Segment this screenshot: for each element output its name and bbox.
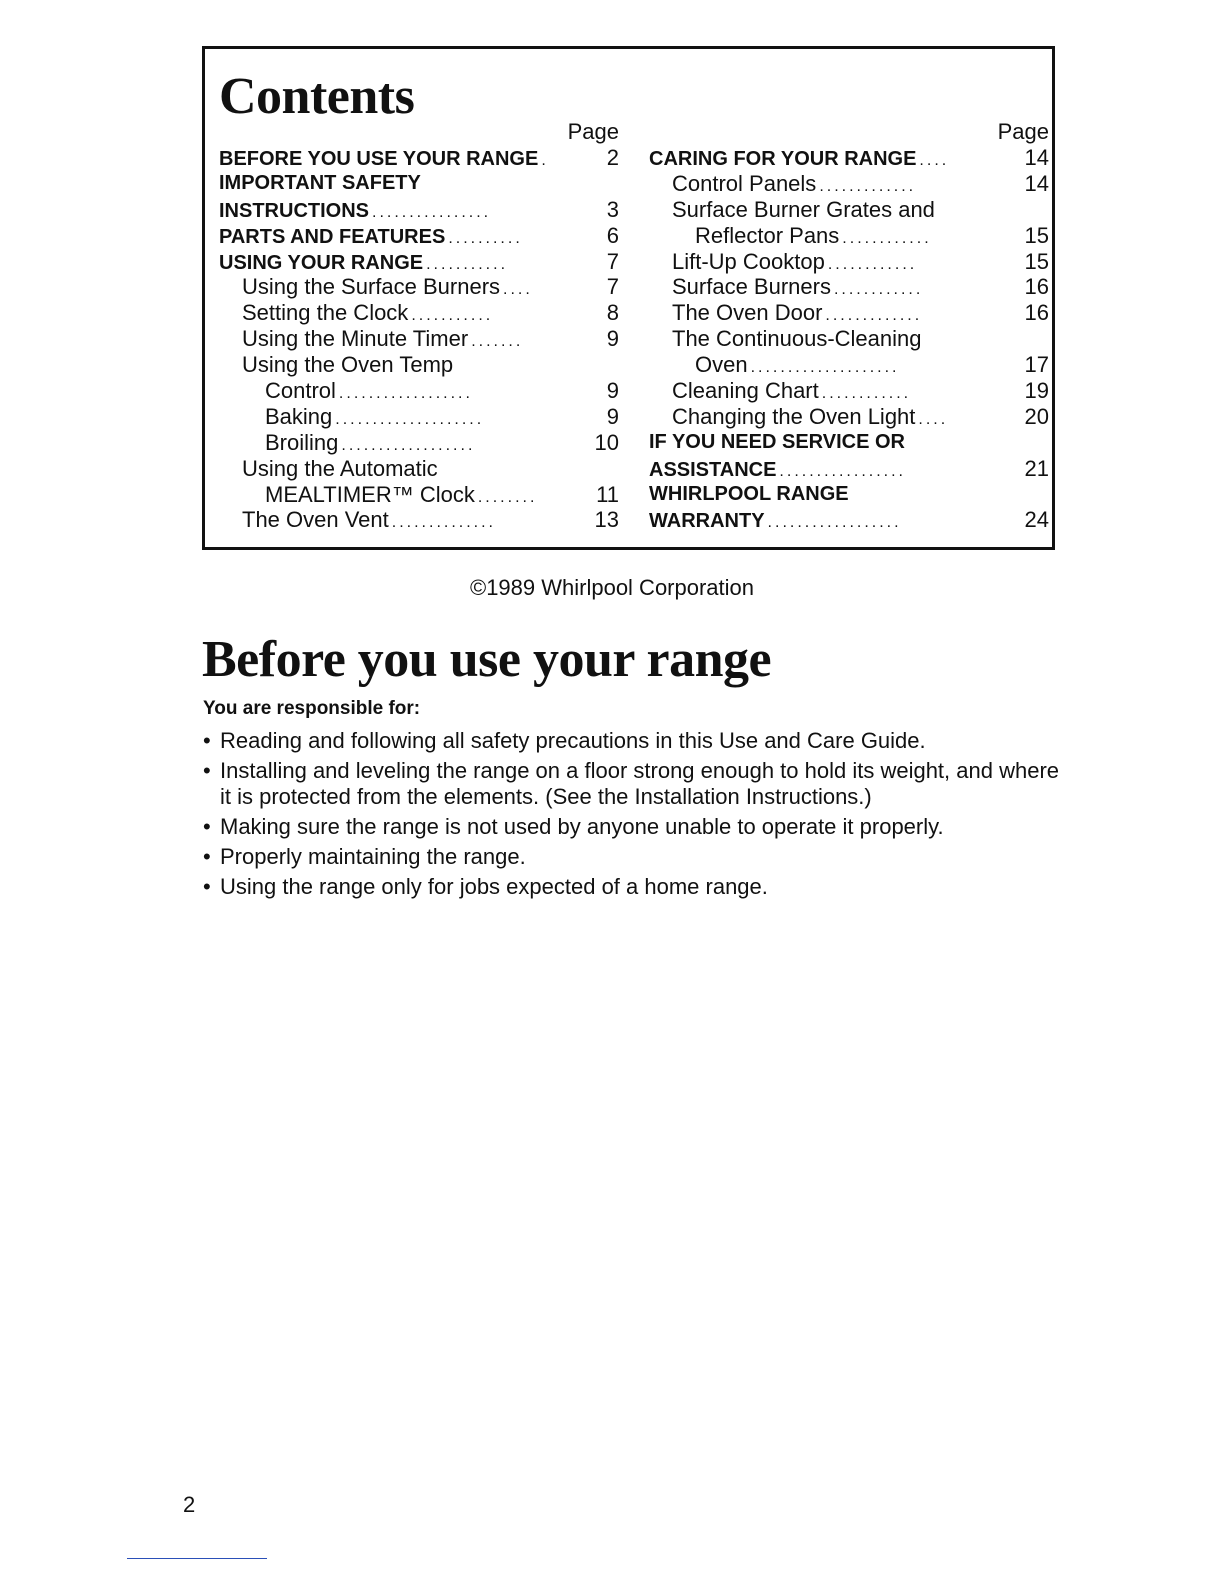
toc-entry-page: 21 [1024, 455, 1049, 481]
section-title: Before you use your range [202, 631, 772, 688]
toc-entry-page: 17 [1024, 352, 1049, 378]
toc-entry-page: 7 [606, 248, 619, 274]
toc-entry-label: WARRANTY [649, 510, 765, 533]
dot-leader: .............. [391, 514, 496, 532]
toc-entry [219, 352, 619, 378]
toc-entry [649, 300, 1049, 326]
dot-leader: ............. [825, 307, 923, 325]
dot-leader: .......... [448, 229, 523, 247]
toc-entry-label: The Continuous-Cleaning [672, 326, 922, 352]
list-item: • Using the range only for jobs expected of a home range. [203, 874, 1063, 900]
toc-entry-label: MEALTIMER™ Clock [265, 481, 475, 507]
toc-entry [219, 223, 619, 249]
copyright-notice: ©1989 Whirlpool Corporation [469, 575, 755, 600]
toc-entry-label: IMPORTANT SAFETY [219, 171, 421, 194]
toc-entry-page: 6 [606, 222, 619, 248]
toc-entry-page: 15 [1024, 222, 1049, 248]
toc-entry-label: The Oven Vent [242, 507, 389, 533]
dot-leader: ............. [819, 177, 917, 195]
dot-leader: .... [918, 410, 949, 428]
toc-entry-label: INSTRUCTIONS [219, 199, 369, 222]
toc-entry-label: The Oven Door [672, 300, 823, 326]
toc-column-right [649, 119, 1049, 533]
toc-entry [219, 171, 619, 197]
toc-entry-label: Cleaning Chart [672, 378, 819, 404]
toc-entry-label: Control [265, 378, 336, 404]
dot-leader: ................. [779, 462, 906, 480]
toc-entry-label: Using the Automatic [242, 455, 438, 481]
toc-entry-page: 11 [596, 481, 619, 507]
dot-leader: .................... [335, 410, 485, 428]
responsibility-list [203, 728, 1063, 904]
toc-entry-label: Using the Surface Burners [242, 274, 501, 300]
toc-entry-label: CARING FOR YOUR RANGE [649, 148, 917, 170]
page-column-header: Page [567, 119, 619, 144]
toc-entry-label: Setting the Clock [242, 300, 409, 326]
dot-leader: .................. [341, 436, 476, 454]
section-lead: You are responsible for: [203, 698, 421, 719]
toc-entry-page: 13 [594, 507, 619, 533]
toc-entry-label: Baking [265, 403, 333, 429]
page-number: 2 [183, 1492, 196, 1517]
toc-entry [219, 197, 619, 223]
toc-entry-page: 14 [1024, 145, 1049, 170]
toc-entry [219, 378, 619, 404]
toc-entry-page: 2 [606, 145, 619, 170]
dot-leader: .................. [767, 514, 902, 532]
toc-entry-label: IF YOU NEED SERVICE OR [649, 430, 905, 453]
toc-entries-left [219, 145, 619, 533]
dot-leader: ............ [842, 229, 932, 247]
toc-entry-page: 7 [606, 274, 619, 300]
toc-entry [649, 171, 1049, 197]
dot-leader: .... [503, 281, 533, 299]
toc-entry-label: ASSISTANCE [649, 458, 777, 481]
dot-leader: ................ [372, 203, 492, 221]
toc-entry-page: 15 [1024, 248, 1049, 274]
list-item: • Properly maintaining the range. [203, 844, 1063, 870]
toc-entry [219, 507, 619, 533]
toc-entry [649, 507, 1049, 533]
toc-entry-page: 10 [594, 429, 619, 455]
toc-entry-label: Reflector Pans [695, 222, 840, 248]
toc-entry-label: Surface Burners [672, 274, 831, 300]
list-item: • Reading and following all safety precautions in this Use and Care Guide. [203, 728, 1063, 754]
page-column-header: Page [997, 119, 1049, 144]
dot-leader: ........ [477, 488, 538, 506]
toc-entry-page: 14 [1024, 170, 1049, 196]
dot-leader: ....... [471, 333, 524, 351]
toc-entry [219, 456, 619, 482]
toc-column-left [219, 119, 619, 533]
toc-entry [219, 300, 619, 326]
dot-leader: .................. [338, 385, 473, 403]
toc-entry [649, 482, 1049, 508]
toc-entry [649, 223, 1049, 249]
toc-entry-page: 9 [606, 326, 619, 352]
dot-leader: ........... [411, 307, 494, 325]
toc-entry [649, 352, 1049, 378]
toc-entry-page: 9 [606, 403, 619, 429]
toc-entry-page: 9 [606, 378, 619, 404]
toc-entry-label: Surface Burner Grates and [672, 196, 935, 222]
toc-entry-page: 24 [1024, 507, 1049, 533]
bottom-rule [127, 1558, 267, 1559]
dot-leader: .................... [750, 359, 900, 377]
toc-entry [219, 404, 619, 430]
toc-entry [649, 456, 1049, 482]
toc-entry-label: USING YOUR RANGE [219, 251, 424, 274]
toc-entry [649, 274, 1049, 300]
toc-entry [649, 197, 1049, 223]
toc-entry-label: Changing the Oven Light [672, 403, 916, 429]
toc-entry [649, 430, 1049, 456]
toc-entry [219, 145, 619, 171]
toc-entry [649, 249, 1049, 275]
toc-entry [219, 249, 619, 275]
toc-entry-page: 16 [1024, 300, 1049, 326]
toc-entry-label: Oven [695, 352, 748, 378]
toc-entry [649, 326, 1049, 352]
toc-entry-label: Using the Oven Temp [242, 352, 454, 378]
toc-entry-label: PARTS AND FEATURES [219, 225, 446, 248]
dot-leader: ............ [833, 281, 924, 299]
toc-entry [649, 145, 1049, 171]
dot-leader: .... [919, 152, 950, 169]
toc-entry [649, 404, 1049, 430]
list-item: • Making sure the range is not used by anyone unable to operate it properly. [203, 814, 1063, 840]
toc-entry [649, 378, 1049, 404]
toc-entries-right [649, 145, 1049, 533]
toc-entry [219, 326, 619, 352]
toc-entry [219, 430, 619, 456]
toc-entry-page: 3 [606, 196, 619, 222]
toc-entry-label: BEFORE YOU USE YOUR RANGE [219, 148, 539, 170]
toc-entry-page: 8 [606, 300, 619, 326]
toc-entry-label: Broiling [265, 429, 339, 455]
toc-entry-label: Using the Minute Timer [242, 326, 469, 352]
toc-entry-page: 20 [1024, 403, 1049, 429]
contents-title: Contents [219, 68, 415, 125]
dot-leader: ........... [426, 255, 509, 273]
toc-entry-label: Control Panels [672, 170, 817, 196]
toc-entry-label: Lift-Up Cooktop [672, 248, 825, 274]
toc-entry [219, 274, 619, 300]
toc-entry-page: 16 [1024, 274, 1049, 300]
list-item: • Installing and leveling the range on a floor strong enough to hold its weight, and where it is protected from the elements. (See the Installation Instructions.) [203, 758, 1063, 810]
dot-leader: . [541, 152, 549, 169]
dot-leader: ............ [821, 385, 912, 403]
toc-entry-label: WHIRLPOOL RANGE [649, 482, 849, 505]
toc-entry [219, 482, 619, 508]
table-of-contents [202, 46, 1055, 550]
toc-entry-page: 19 [1024, 378, 1049, 404]
dot-leader: ............ [827, 255, 918, 273]
